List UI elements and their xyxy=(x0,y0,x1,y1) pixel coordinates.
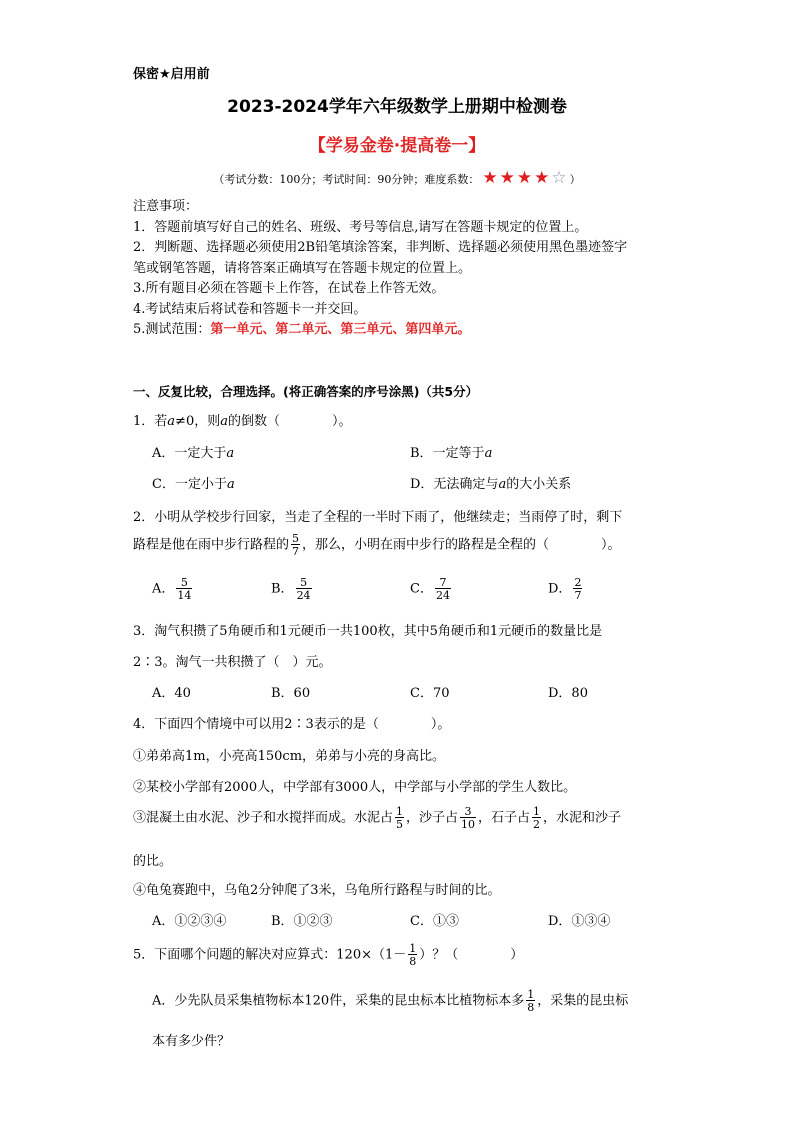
q5-option-a[interactable] xyxy=(152,989,628,1013)
question-2-line-1: 2．小明从学校步行回家，当走了全程的一半时下雨了，他继续走；当雨停了时，剩下 xyxy=(133,510,623,525)
meta-suffix: ） xyxy=(569,172,581,186)
q2-line2-a: 路程是他在雨中步行路程的 xyxy=(133,537,290,553)
numerator: 5 xyxy=(300,576,308,589)
q3-option-b[interactable]: B．60 xyxy=(271,686,311,701)
q1-option-b[interactable] xyxy=(410,442,492,461)
numerator: 1 xyxy=(527,988,535,1001)
q4-option-c[interactable]: C．①③ xyxy=(410,914,459,929)
option-fraction xyxy=(296,577,312,601)
numerator: 3 xyxy=(464,805,472,818)
q4-situation-1: ①弟弟高1m，小亮高150cm，弟弟与小亮的身高比。 xyxy=(133,749,446,764)
question-1-stem xyxy=(133,410,352,429)
star-filled-icon: ★ xyxy=(482,168,498,188)
numerator: 1 xyxy=(533,805,541,818)
question-4-stem: 4．下面四个情境中可以用2∶3表示的是（ ）。 xyxy=(133,717,451,732)
q1-var: a xyxy=(226,477,235,492)
denominator: 2 xyxy=(533,818,541,831)
q2-option-b[interactable] xyxy=(271,577,314,601)
q1-var: a xyxy=(226,446,235,461)
exam-meta xyxy=(0,170,794,187)
q1-option-d-text-a: D．无法确定与 xyxy=(410,477,499,492)
q2-option-c[interactable] xyxy=(410,577,453,601)
option-fraction xyxy=(176,577,192,601)
q2-fraction xyxy=(291,533,300,557)
q5-stem-a: 5．下面哪个问题的解决对应算式：120×（1－ xyxy=(133,947,407,963)
s3-text-a: ③混凝土由水泥、沙子和水搅拌而成。水泥占 xyxy=(133,810,394,826)
q1-option-c[interactable] xyxy=(152,473,235,492)
q3-option-a[interactable]: A．40 xyxy=(152,686,191,701)
q5-option-a-cont: 本有多少件？ xyxy=(152,1034,231,1049)
option-fraction xyxy=(573,577,582,601)
confidential-mark: 保密★启用前 xyxy=(133,67,210,82)
q1-stem-b: ≠0，则 xyxy=(175,414,221,429)
note-item: 笔或钢笔答题，请将答案正确填写在答题卡规定的位置上。 xyxy=(133,260,472,276)
q4-situation-4: ④龟兔赛跑中，乌龟2分钟爬了3米，乌龟所行路程与时间的比。 xyxy=(133,883,501,898)
note-scope xyxy=(133,320,673,341)
s3-fraction-3 xyxy=(532,806,541,830)
q3-option-d[interactable]: D．80 xyxy=(548,686,588,701)
s3-text-d: ，水泥和沙子 xyxy=(543,810,622,826)
numerator: 2 xyxy=(574,576,582,589)
notes-heading: 注意事项： xyxy=(133,199,199,214)
note-item: 1．答题前填写好自己的姓名、班级、考号等信息,请写在答题卡规定的位置上。 xyxy=(133,219,588,235)
note-item: 3.所有题目必须在答题卡上作答，在试卷上作答无效。 xyxy=(133,281,445,296)
q4-situation-2: ②某校小学部有2000人，中学部有3000人，中学部与小学部的学生人数比。 xyxy=(133,780,577,795)
q4-option-d[interactable]: D．①③④ xyxy=(548,914,611,929)
exam-title: 2023-2024学年六年级数学上册期中检测卷 xyxy=(227,97,567,117)
denominator: 14 xyxy=(177,589,192,602)
q1-option-a-text: A．一定大于 xyxy=(152,446,227,461)
option-fraction xyxy=(435,577,451,601)
star-filled-icon: ★ xyxy=(516,168,533,188)
numerator: 7 xyxy=(439,576,447,589)
question-3-line-1: 3．淘气积攒了5角硬币和1元硬币一共100枚，其中5角硬币和1元硬币的数量比是 xyxy=(133,624,603,639)
denominator: 24 xyxy=(296,589,311,602)
star-filled-icon: ★ xyxy=(499,168,515,188)
q5-stem-b: ）？（ ） xyxy=(419,947,524,963)
denominator: 8 xyxy=(527,1001,535,1014)
star-filled-icon: ★ xyxy=(534,168,550,188)
q4-option-b[interactable]: B．①②③ xyxy=(271,914,333,929)
question-3-line-2: 2∶3。淘气一共积攒了（ ）元。 xyxy=(133,655,332,670)
denominator: 8 xyxy=(409,955,417,968)
q3-option-c[interactable]: C．70 xyxy=(410,686,450,701)
option-label: D． xyxy=(548,581,572,597)
exam-subtitle: 【学易金卷·提高卷一】 xyxy=(308,136,486,156)
denominator: 10 xyxy=(461,818,476,831)
section-1-title: 一、反复比较，合理选择。(将正确答案的序号涂黑)（共5分） xyxy=(133,384,479,399)
option-label: A． xyxy=(152,581,175,597)
denominator: 7 xyxy=(292,545,300,558)
q2-option-d[interactable] xyxy=(548,577,584,601)
question-2-line-2 xyxy=(133,533,621,557)
q1-option-c-text: C．一定小于 xyxy=(152,477,227,492)
q1-option-d-text-b: 的大小关系 xyxy=(506,477,572,492)
q1-var: a xyxy=(220,414,228,429)
note-item: 2．判断题、选择题必须使用2B铅笔填涂答案，非判断、选择题必须使用黑色墨迹签字 xyxy=(133,240,628,255)
scope-label: 5.测试范围： xyxy=(133,322,211,337)
q1-stem-c: 的倒数（ ）。 xyxy=(227,414,352,429)
s3-fraction-2 xyxy=(460,806,476,830)
s3-text-b: ，沙子占 xyxy=(406,810,459,826)
q1-var: a xyxy=(484,446,493,461)
q1-option-b-text: B．一定等于 xyxy=(410,446,485,461)
q4-option-a[interactable]: A．①②③④ xyxy=(152,914,227,929)
q1-option-a[interactable] xyxy=(152,442,234,461)
notes-block xyxy=(133,197,673,341)
denominator: 24 xyxy=(435,589,450,602)
s3-fraction-1 xyxy=(395,806,404,830)
q2-line2-b: ，那么，小明在雨中步行的路程是全程的（ ）。 xyxy=(302,537,621,553)
star-empty-icon: ☆ xyxy=(551,168,567,188)
q4-situation-3 xyxy=(133,806,621,830)
q5-option-a-fraction xyxy=(526,989,535,1013)
q5-option-a-text-a: A．少先队员采集植物标本120件，采集的昆虫标本比植物标本多 xyxy=(152,993,525,1009)
scope-value: 第一单元、第二单元、第三单元、第四单元。 xyxy=(210,322,471,337)
numerator: 1 xyxy=(396,805,404,818)
denominator: 5 xyxy=(396,818,404,831)
numerator: 5 xyxy=(292,532,300,545)
q4-situation-3-cont: 的比。 xyxy=(133,854,173,869)
q1-stem-a: 1．若 xyxy=(133,414,168,429)
q1-option-d[interactable] xyxy=(410,473,571,492)
q2-option-a[interactable] xyxy=(152,577,194,601)
q1-var: a xyxy=(498,477,507,492)
option-label: B． xyxy=(271,581,294,597)
meta-prefix: （考试分数：100分；考试时间：90分钟；难度系数： xyxy=(213,172,480,186)
numerator: 1 xyxy=(409,942,417,955)
denominator: 7 xyxy=(574,589,582,602)
q5-fraction xyxy=(408,943,417,967)
question-5-stem xyxy=(133,943,523,967)
q1-var: a xyxy=(167,414,176,429)
q5-option-a-text-b: ，采集的昆虫标 xyxy=(537,993,629,1009)
note-item: 4.考试结束后将试卷和答题卡一并交回。 xyxy=(133,301,367,317)
s3-text-c: ，石子占 xyxy=(478,810,531,826)
difficulty-stars xyxy=(481,170,567,187)
numerator: 5 xyxy=(180,576,188,589)
option-label: C． xyxy=(410,581,433,597)
